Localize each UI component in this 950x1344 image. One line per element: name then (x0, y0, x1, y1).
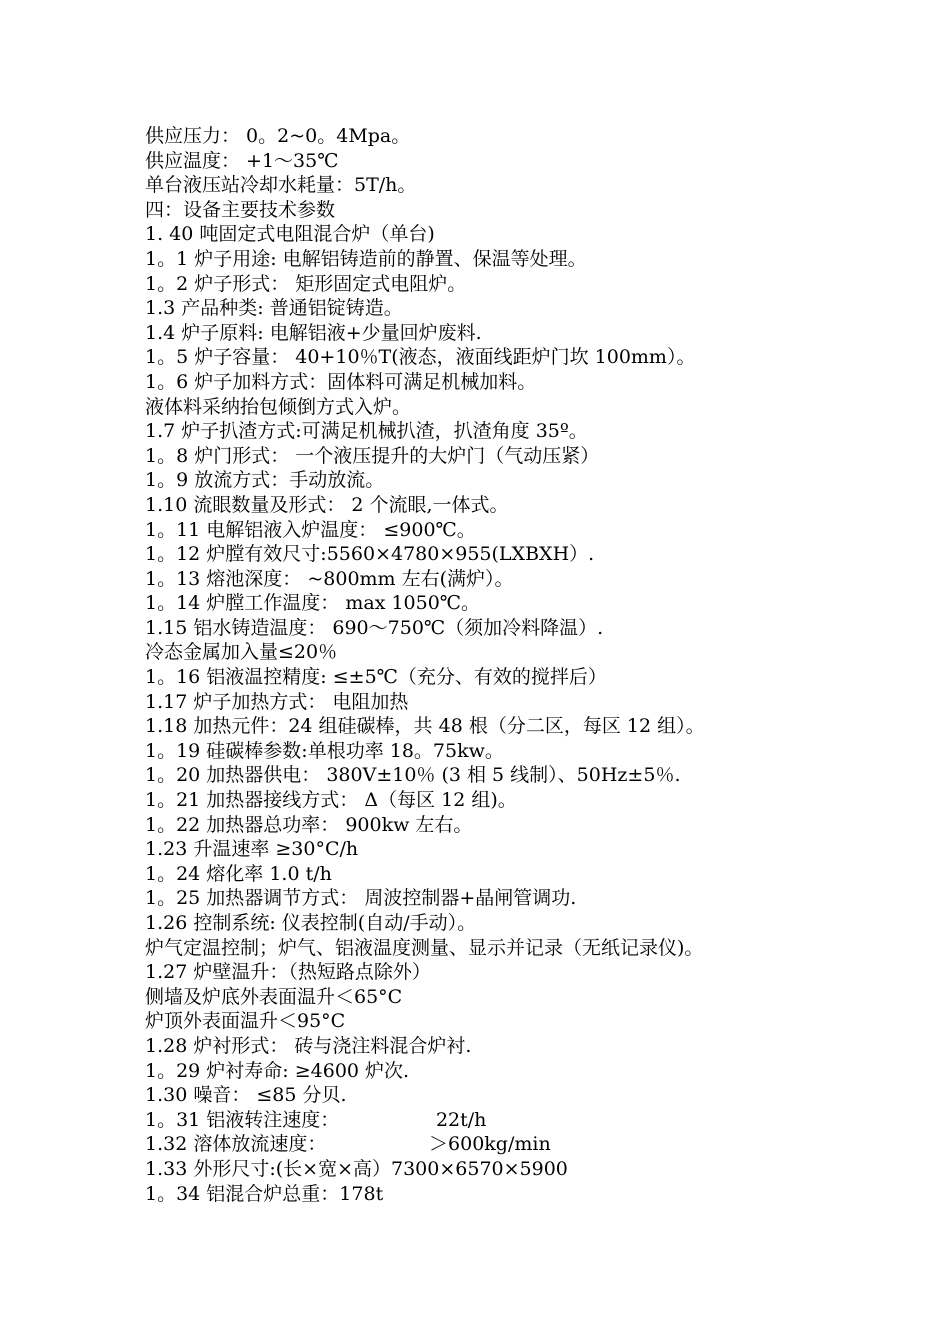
text-line: 1。1 炉子用途: 电解铝铸造前的静置、保温等处理。 (145, 247, 587, 270)
text-line: 1。8 炉门形式： 一个液压提升的大炉门（气动压紧） (145, 444, 600, 467)
text-line: 1.7 炉子扒渣方式:可满足机械扒渣，扒渣角度 35º。 (145, 420, 588, 443)
text-line: 1.28 炉衬形式： 砖与浇注料混合炉衬. (145, 1034, 472, 1057)
text-line: 1.3 产品种类: 普通铝锭铸造。 (145, 297, 403, 320)
text-line: 供应压力： 0。2~0。4Mpa。 (145, 125, 411, 147)
text-line: 1。19 硅碳棒参数:单根功率 18。75kw。 (145, 739, 504, 762)
text-line: 侧墙及炉底外表面温升＜65°C (145, 985, 403, 1008)
text-line: 1。2 炉子形式： 矩形固定式电阻炉。 (145, 272, 467, 295)
text-line: 1。6 炉子加料方式：固体料可满足机械加料。 (145, 370, 537, 393)
text-line: 1.33 外形尺寸:(长×宽×高）7300×6570×5900 (145, 1157, 568, 1180)
text-line: 1.26 控制系统: 仪表控制(自动/手动）。 (145, 912, 477, 934)
text-line: 1。13 熔池深度： ~800mm 左右(满炉）。 (145, 567, 514, 590)
text-line: 1.18 加热元件：24 组硅碳棒，共 48 根（分二区，每区 12 组）。 (145, 715, 705, 738)
text-line: 炉气定温控制；炉气、铝液温度测量、显示并记录（无纸记录仪)。 (145, 936, 704, 959)
text-line: 1。14 炉膛工作温度： max 1050℃。 (145, 592, 481, 615)
text-line: 1.23 升温速率 ≥30°C/h (145, 838, 359, 861)
text-line: 1.27 炉壁温升：（热短路点除外） (145, 961, 431, 984)
text-line: 1。29 炉衬寿命: ≥4600 炉次. (145, 1059, 410, 1082)
text-line: 1.4 炉子原料: 电解铝液+少量回炉废料. (145, 321, 482, 344)
text-line: 1.30 噪音： ≤85 分贝. (145, 1084, 347, 1107)
text-line: 1。16 铝液温控精度: ≤±5℃（充分、有效的搅拌后） (145, 666, 607, 689)
text-line: 1.32 溶体放流速度： ＞600kg/min (145, 1133, 551, 1156)
text-line: 1。34 铝混合炉总重：178t (145, 1182, 384, 1205)
text-line: 液体料采纳抬包倾倒方式入炉。 (145, 395, 412, 418)
text-line: 1。31 铝液转注速度： 22t/h (145, 1108, 487, 1131)
text-line: 1.15 铝水铸造温度： 690～750℃（须加冷料降温）. (145, 616, 604, 639)
text-line: 1。5 炉子容量： 40+10％T(液态，液面线距炉门坎 100mm）。 (145, 346, 696, 369)
text-line: 1。25 加热器调节方式： 周波控制器+晶闸管调功. (145, 887, 577, 910)
text-line: 1.10 流眼数量及形式： 2 个流眼,一体式。 (145, 493, 509, 516)
text-line: 1.17 炉子加热方式： 电阻加热 (145, 690, 409, 713)
subsection-heading: 1. 40 吨固定式电阻混合炉（单台) (145, 223, 435, 246)
text-line: 1。20 加热器供电： 380V±10％ (3 相 5 线制）、50Hz±5％. (145, 764, 681, 787)
section-heading: 四：设备主要技术参数 (145, 198, 336, 221)
text-line: 炉顶外表面温升＜95°C (145, 1010, 346, 1033)
text-line: 1。22 加热器总功率： 900kw 左右。 (145, 813, 473, 836)
text-line: 供应温度： +1～35℃ (145, 149, 339, 172)
document-body (145, 124, 845, 1206)
text-line: 1。12 炉膛有效尺寸:5560×4780×955(LXBXH）. (145, 543, 595, 566)
text-line: 1。11 电解铝液入炉温度： ≤900℃。 (145, 518, 476, 541)
text-line: 冷态金属加入量≤20％ (145, 641, 338, 664)
text-line: 1。24 熔化率 1.0 t/h (145, 862, 332, 885)
text-line: 单台液压站冷却水耗量：5T/h。 (145, 174, 417, 197)
text-line: 1。9 放流方式：手动放流。 (145, 469, 385, 492)
text-line: 1。21 加热器接线方式： Δ（每区 12 组)。 (145, 789, 517, 812)
